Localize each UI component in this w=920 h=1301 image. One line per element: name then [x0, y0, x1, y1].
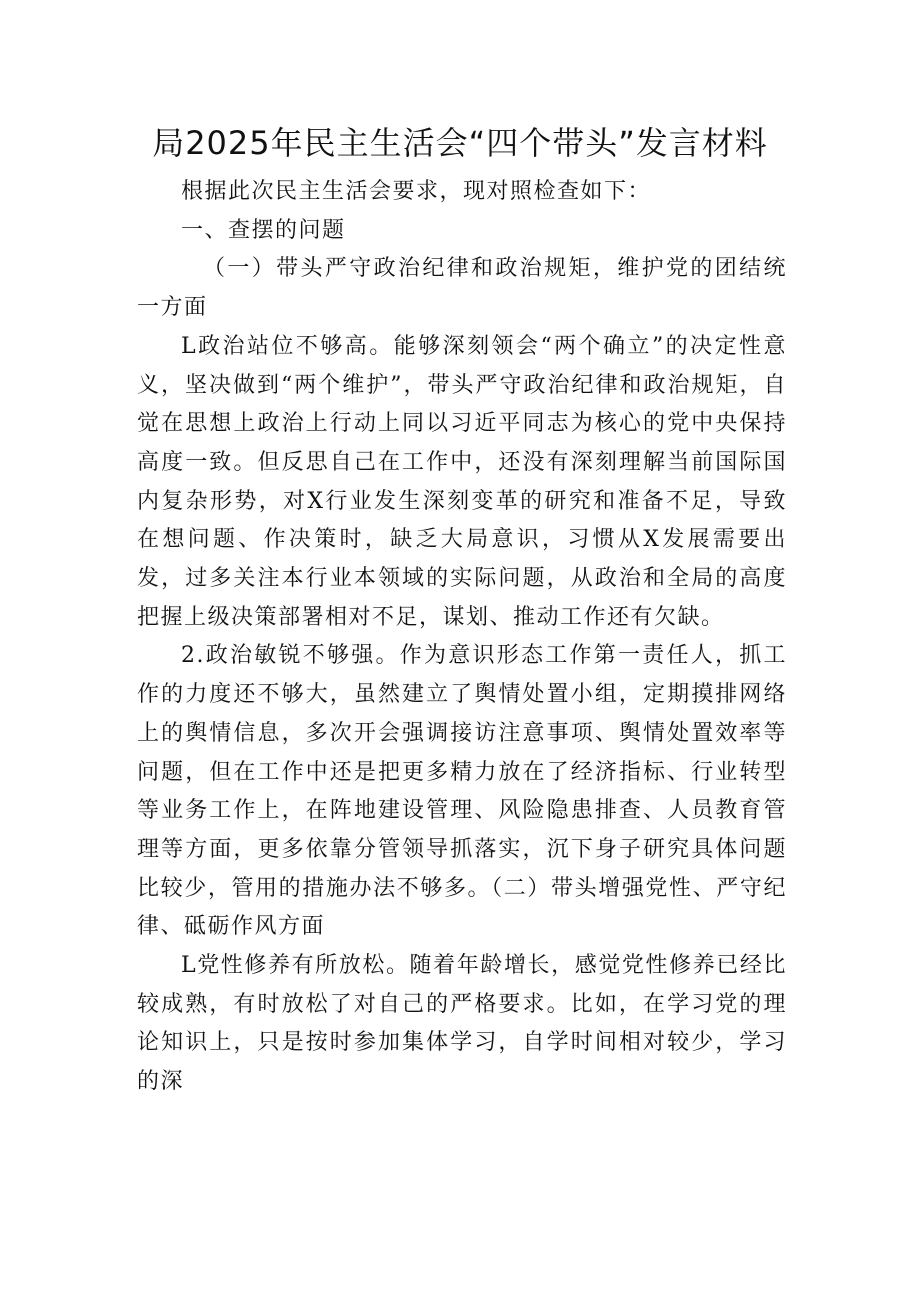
- document-title: 局2025年民主生活会“四个带头”发言材料: [152, 124, 768, 162]
- paragraph-item-3: L党性修养有所放松。随着年龄增长，感觉党性修养已经比较成熟，有时放松了对自己的严格要求。比如，在学习党的理论知识上，只是按时参加集体学习，自学时间相对较少，学习的深: [137, 953, 787, 1095]
- section-heading-problems: 一、查摆的问题: [181, 217, 346, 243]
- paragraph-item-2: 2.政治敏锐不够强。作为意识形态工作第一责任人，抓工作的力度还不够大，虽然建立了舆情处置小组，定期摸排网络上的舆情信息，多次开会强调接访注意事项、舆情处置效率等问题，但在工作中还是把更多精力放在了经济指标、行业转型等业务工作上，在阵地建设管理、风险隐患排查、人员教育管理等方面，更多依靠分管领导抓落实，沉下身子研究具体问题比较少，管用的措施办法不够多。（二）带头增强党性、严守纪律、砥砺作风方面: [137, 643, 787, 940]
- intro-paragraph: 根据此次民主生活会要求，现对照检查如下：: [181, 179, 652, 204]
- paragraph-item-1: L政治站位不够高。能够深刻领会“两个确立”的决定性意义，坚决做到“两个维护”，带头严守政治纪律和政治规矩，自觉在思想上政治上行动上同以习近平同志为核心的党中央保持高度一致。但反思自己在工作中，还没有深刻理解当前国际国内复杂形势，对X行业发生深刻变革的研究和准备不足，导致在想问题、作决策时，缺乏大局意识，习惯从X发展需要出发，过多关注本行业本领域的实际问题，从政治和全局的高度把握上级决策部署相对不足，谋划、推动工作还有欠缺。: [137, 333, 787, 630]
- subsection-heading-1: （一）带头严守政治纪律和政治规矩，维护党的团结统一方面: [137, 256, 787, 321]
- document-body: [137, 173, 787, 1102]
